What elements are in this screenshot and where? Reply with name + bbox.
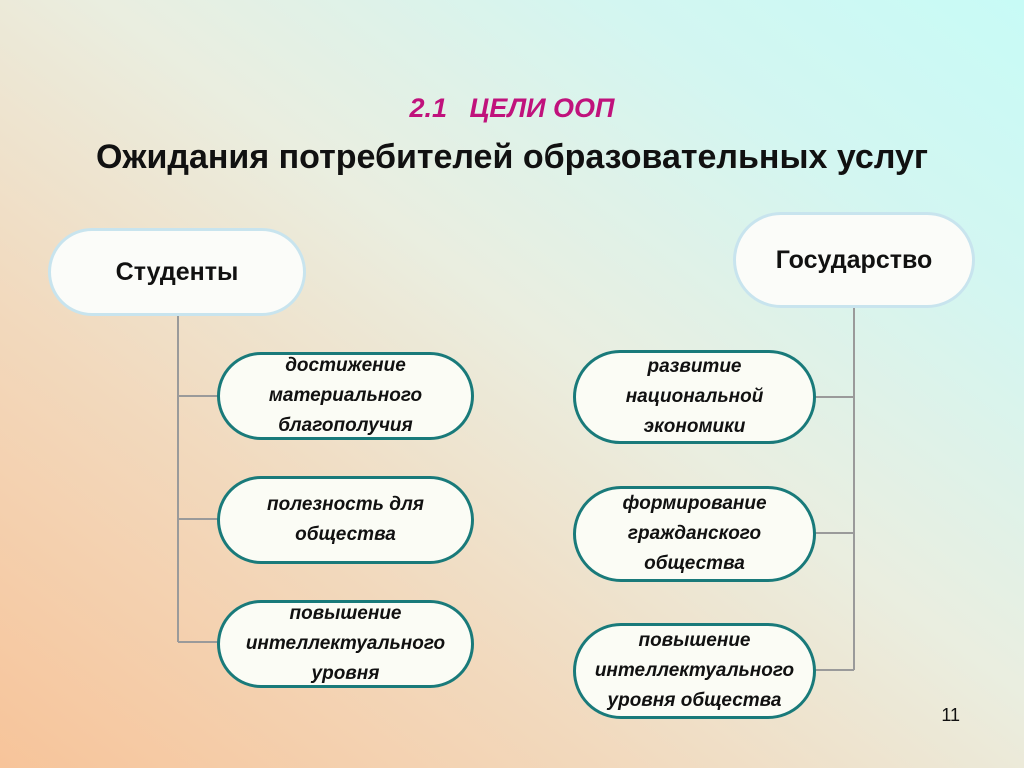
goal-label: полезность для общества <box>267 494 424 545</box>
section-subtitle: 2.1 ЦЕЛИ ООП <box>409 93 615 123</box>
state-goal-1 <box>573 350 816 444</box>
goal-label: достижение материального благополучия <box>268 355 423 436</box>
goal-label: развитие национальной экономики <box>625 356 764 437</box>
students-header-label: Студенты <box>115 257 239 286</box>
goal-label: формирование гражданского общества <box>622 493 767 574</box>
students-goal-2 <box>217 476 474 564</box>
page-number: 11 <box>941 705 960 725</box>
slide-title: Ожидания потребителей образовательных услуг <box>95 138 929 176</box>
students-header <box>48 228 306 316</box>
students-goal-1 <box>217 352 474 440</box>
goal-label: повышение интеллектуального уровня <box>245 603 446 684</box>
state-header-label: Государство <box>775 245 933 274</box>
state-goal-3 <box>573 623 816 719</box>
state-header <box>733 212 975 308</box>
goal-label: повышение интеллектуального уровня общества <box>594 630 795 711</box>
state-goal-2 <box>573 486 816 582</box>
students-goal-3 <box>217 600 474 688</box>
